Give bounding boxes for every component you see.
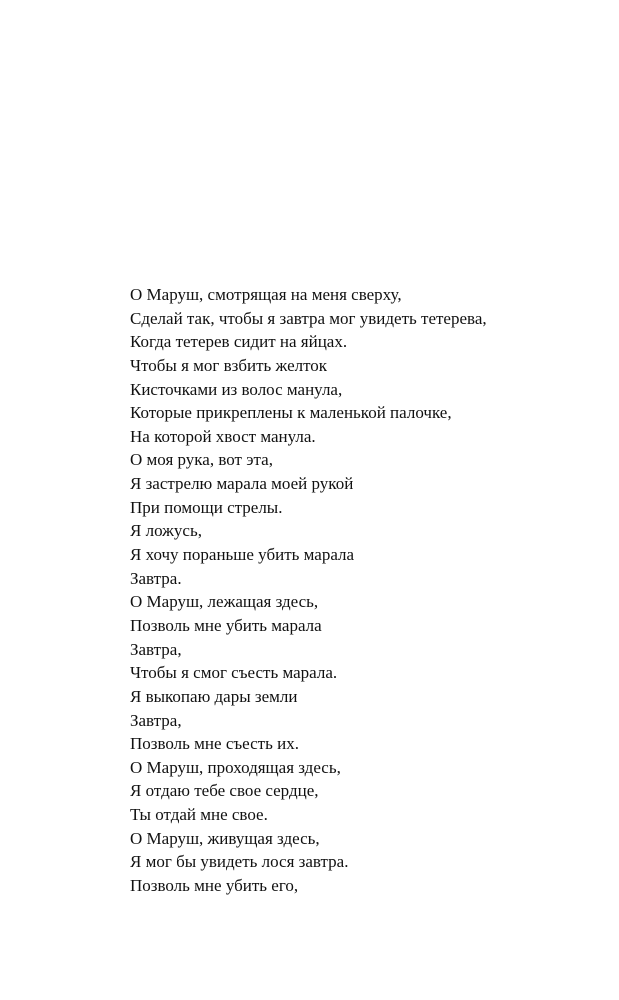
poem-line: Завтра, xyxy=(130,639,182,659)
poem-line: На которой хвост манула. xyxy=(130,426,316,446)
poem-line: О Маруш, проходящая здесь, xyxy=(130,757,341,777)
poem-line: Позволь мне убить марала xyxy=(130,615,322,635)
poem-line: Ты отдай мне свое. xyxy=(130,805,268,825)
poem-line: Завтра, xyxy=(130,710,182,730)
poem-line: Я ложусь, xyxy=(130,521,202,541)
poem-line: Я мог бы увидеть лося завтра. xyxy=(130,852,349,872)
poem-line: Сделай так, чтобы я завтра мог увидеть тетерева, xyxy=(130,308,487,328)
poem-line: О Маруш, живущая здесь, xyxy=(130,828,320,848)
poem-line: Я хочу пораньше убить марала xyxy=(130,545,355,565)
poem-line: Кисточками из волос манула, xyxy=(130,379,343,399)
poem-line: Я отдаю тебе свое сердце, xyxy=(130,781,319,801)
poem-line: Чтобы я мог взбить желток xyxy=(130,355,328,375)
poem-line: Я выкопаю дары земли xyxy=(130,686,298,706)
poem-line: Когда тетерев сидит на яйцах. xyxy=(130,332,348,352)
poem-line: Завтра. xyxy=(130,568,182,588)
poem-line: При помощи стрелы. xyxy=(130,497,283,517)
poem-line: Которые прикреплены к маленькой палочке, xyxy=(130,403,452,423)
poem-text xyxy=(130,283,487,898)
poem-line: О Маруш, лежащая здесь, xyxy=(130,592,319,612)
poem-line: О Маруш, смотрящая на меня сверху, xyxy=(130,285,402,304)
poem-line: О моя рука, вот эта, xyxy=(130,450,273,470)
poem-line: Чтобы я смог съесть марала. xyxy=(130,663,338,683)
poem-line: Позволь мне съесть их. xyxy=(130,734,299,754)
poem-line: Позволь мне убить его, xyxy=(130,876,299,896)
poem-line: Я застрелю марала моей рукой xyxy=(130,474,354,494)
